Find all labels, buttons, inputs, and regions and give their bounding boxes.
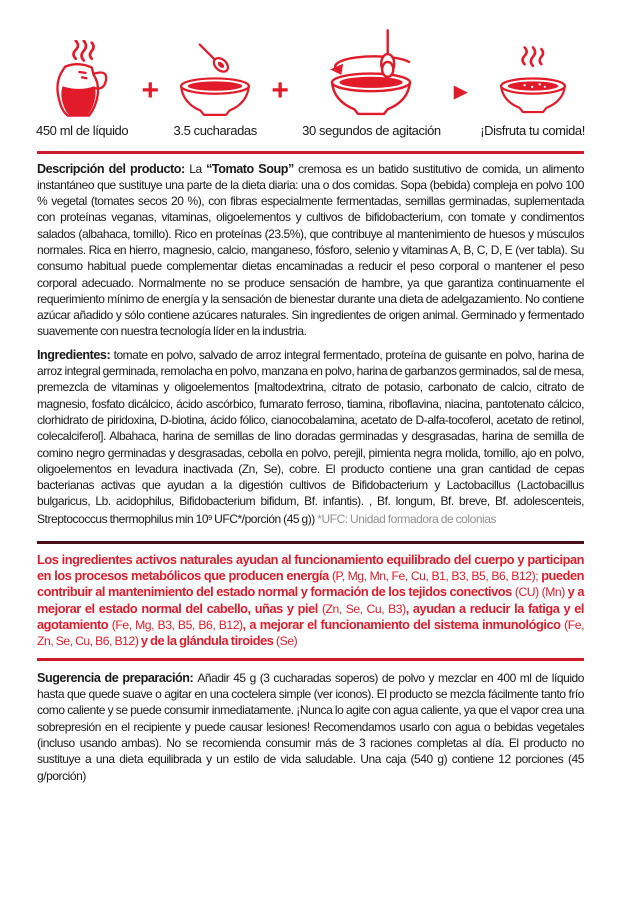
product-description: Descripción del producto: La “Tomato Soup” cremosa es un batido sustitutivo de comida, un alimento instantáneo que sustituye una parte de la dieta diaria: una o dos comidas. Sopa (bebida) compleja en polvo 100 % vegetal (tomates secos 20 %), con fibras especialmente fermentadas, semillas germinadas, suplementada con proteínas veganas, vitaminas, oligoelementos y cultivos de bifidobacterium, con tomate y condimentos salados (albahaca, tomillo). Rico en proteínas (23.5%), que contribuye al mantenimiento de huesos y músculos normales. Rica en hierro, magnesio, calcio, manganeso, fósforo, selenio y vitaminas A, B, C, D, E (ver tabla). Su consumo habitual puede complementar dietas encaminadas a reducir el peso corporal o mantener el peso corporal adecuado. Normalmente no se produce sensación de hambre, ya que garantiza continuamente el requerimiento mínimo de energía y la sensación de bienestar durante una dieta de adelgazamiento. No contiene azúcar añadido y sólo contiene azúcares naturales. Sin ingredientes de origen animal. Germinado y fermentado suavemente con nuestra tecnología líder en la industria. — [37, 161, 584, 339]
ingredients-text: Ingredientes: tomate en polvo, salvado de arroz integral fermentado, proteína de guisante en polvo, harina de arroz integral germinada, remolacha en polvo, manzana en polvo, harina de garbanzos germinados, sal de mesa, premezcla de vitaminas y oligoelementos [maltodextrina, citrato de potasio, carbonato de calcio, citrato de magnesio, fosfato dicálcico, ácido ascórbico, fumarato ferroso, tiamina, riboflavina, niacina, pantotenato cálcico, clorhidrato de piridoxina, D-biotina, ácido fólico, cianocobalamina, acetato de D-alfa-tocoferol, acetato de retinol, colecalciferol]. Albahaca, harina de semillas de lino doradas germinadas y desgrasadas, harina de semilla de comino negro germinadas y desgrasadas, cebolla en polvo, perejil, pimienta negra molida, tomillo, ajo en polvo, oligoelementos en levadura inactivada (Zn, Se), cobre. El producto contiene una gran cantidad de cepas bacterianas activas que ayudan a la digestión cultivos de Bifidobacterium y Lactobacillus (Lactobacillus bulgaricus, Lb. acidophilus, Bifidobacterium bifidum, Bf. infantis). , Bf. longum, Bf. breve, Bf. adolescenteis, Streptococcus thermophilus $\min 10^9$ UFC*/porción (45 g)) *UFC: Unidad formadora de colonias — [37, 347, 584, 526]
arrow-right-icon: ▶ — [453, 82, 468, 101]
plus-icon: + — [141, 74, 159, 107]
step-liquid — [36, 40, 128, 138]
divider-top — [37, 151, 584, 154]
preparation-suggestion: Sugerencia de preparación: Añadir 45 g (3 cucharadas soperos) de polvo y mezclar en 400 ml de líquido hasta que quede suave o agitar en una coctelera simple (ver iconos). El producto se mezcla fácilmente tanto frío como caliente y se puede consumir inmediatamente. ¡Nunca lo agite con agua caliente, ya que el vapor crea una sobrepresión en el recipiente y puede causar lesiones! Recomendamos usarlo con agua o bebidas vegetales (incluso usando ambas). No se recomienda consumir más de 3 raciones completas al día. El producto no sustituye a una dieta equilibrada y un estilo de vida saludable. Una caja (540 g) contiene 12 porciones (45 g/porción) — [37, 670, 584, 783]
preparation-steps — [0, 40, 621, 138]
step-stir — [302, 40, 441, 138]
step-label-enjoy: ¡Disfruta tu comida! — [480, 123, 585, 138]
plus-icon: + — [271, 74, 289, 107]
stir-bowl-icon — [319, 40, 423, 120]
step-label-spoons: 3.5 cucharadas — [173, 123, 257, 138]
bowl-spoon-icon — [172, 40, 258, 120]
step-spoons — [172, 40, 258, 138]
step-label-stir: 30 segundos de agitación — [302, 123, 441, 138]
health-claims: Los ingredientes activos naturales ayudan al funcionamiento equilibrado del cuerpo y participan en los procesos metabólicos que producen energía (P, Mg, Mn, Fe, Cu, B1, B3, B5, B6, B12); pueden contribuir al mantenimiento del estado normal y formación de los tejidos conectivos (CU) (Mn) y a mejorar el estado normal del cabello, uñas y piel (Zn, Se, Cu, B3), ayudan a reducir la fatiga y el agotamiento (Fe, Mg, B3, B5, B6, B12), a mejorar el funcionamiento del sistema inmunológico (Fe, Zn, Se, Cu, B6, B12) y de la glándula tiroides (Se) — [37, 552, 585, 649]
soup-bowl-icon — [491, 40, 575, 120]
divider-claims-top — [37, 541, 584, 544]
step-label-liquid: 450 ml de líquido — [36, 123, 129, 138]
step-enjoy — [480, 40, 585, 138]
pitcher-icon — [53, 40, 111, 120]
divider-claims-bottom — [37, 658, 584, 661]
